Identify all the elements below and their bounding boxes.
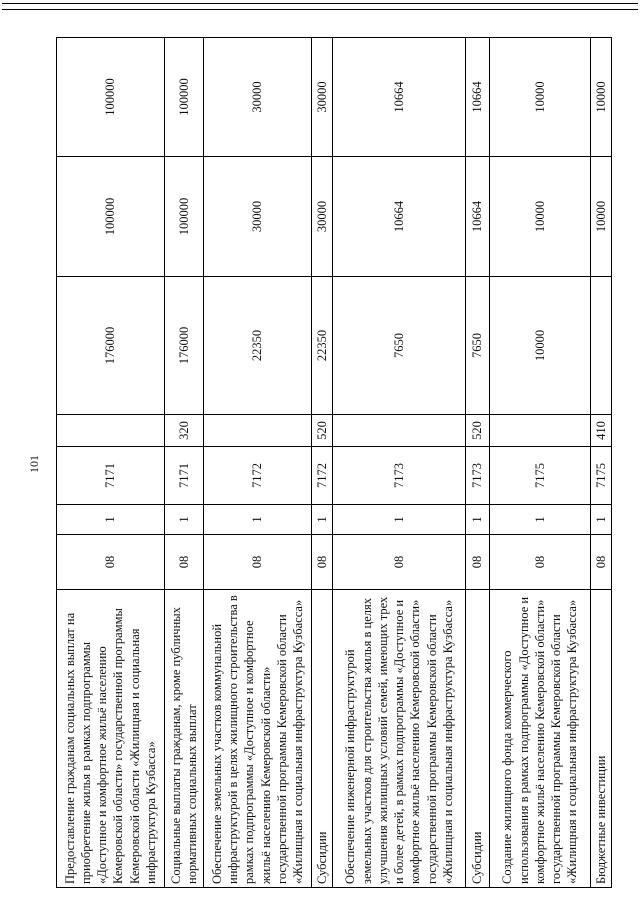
amount-cell: 30000	[204, 157, 312, 277]
amount-cell: 176000	[57, 277, 165, 415]
amount-cell: 10000	[591, 38, 612, 157]
rotated-table-wrapper	[56, 38, 612, 888]
amount-cell: 100000	[57, 157, 165, 277]
amount-cell: 7650	[466, 277, 490, 415]
row-name-cell: Обеспечение инженерной инфраструктурой земельных участков для строительства жилья в целях улучшения жилищных условий семей, имеющих трех и более детей, в рамках подпрограммы «Доступное и комфортное жильё населению Кемеровской области» государственной программы Кемеровской области «Жилищная и социальная инфраструктура Кузбасса»	[333, 590, 466, 888]
budget-table	[56, 37, 612, 888]
table-row	[164, 38, 204, 888]
amount-cell	[591, 277, 612, 415]
subsection-code-cell: 1	[164, 505, 204, 535]
expense-type-cell	[489, 415, 591, 447]
table-row	[204, 38, 312, 888]
table-body	[57, 38, 612, 888]
table-row	[591, 38, 612, 888]
row-name-cell: Создание жилищного фонда коммерческого использования в рамках подпрограммы «Доступное и комфортное жильё населению Кемеровской области» государственной программы Кемеровской области «Жилищная и социальная инфраструктура Кузбасса»	[489, 590, 591, 888]
expense-type-cell: 410	[591, 415, 612, 447]
amount-cell: 30000	[204, 38, 312, 157]
top-rule	[2, 3, 638, 10]
amount-cell: 10000	[489, 38, 591, 157]
amount-cell: 10664	[466, 38, 490, 157]
subsection-code-cell: 1	[466, 505, 490, 535]
subsection-code-cell: 1	[591, 505, 612, 535]
table-row	[466, 38, 490, 888]
section-code-cell: 08	[311, 535, 332, 590]
subsection-code-cell: 1	[57, 505, 165, 535]
amount-cell: 10664	[466, 157, 490, 277]
subsection-code-cell: 1	[204, 505, 312, 535]
amount-cell: 30000	[311, 38, 332, 157]
article-code-cell: 7172	[311, 447, 332, 505]
table-row	[311, 38, 332, 888]
subsection-code-cell: 1	[333, 505, 466, 535]
table-row	[489, 38, 591, 888]
row-name-cell: Субсидии	[311, 590, 332, 888]
expense-type-cell	[333, 415, 466, 447]
amount-cell: 100000	[164, 38, 204, 157]
row-name-cell: Бюджетные инвестиции	[591, 590, 612, 888]
row-name-cell: Социальные выплаты гражданам, кроме публичных нормативных социальных выплат	[164, 590, 204, 888]
amount-cell: 7650	[333, 277, 466, 415]
amount-cell: 30000	[311, 157, 332, 277]
amount-cell: 10664	[333, 38, 466, 157]
expense-type-cell: 520	[466, 415, 490, 447]
section-code-cell: 08	[164, 535, 204, 590]
table-row	[57, 38, 165, 888]
page-number: 101	[27, 455, 41, 473]
subsection-code-cell: 1	[489, 505, 591, 535]
article-code-cell: 7173	[466, 447, 490, 505]
expense-type-cell: 520	[311, 415, 332, 447]
table-row	[333, 38, 466, 888]
section-code-cell: 08	[466, 535, 490, 590]
article-code-cell: 7172	[204, 447, 312, 505]
article-code-cell: 7171	[164, 447, 204, 505]
section-code-cell: 08	[57, 535, 165, 590]
amount-cell: 10000	[591, 157, 612, 277]
amount-cell: 10664	[333, 157, 466, 277]
section-code-cell: 08	[489, 535, 591, 590]
amount-cell: 22350	[311, 277, 332, 415]
amount-cell: 10000	[489, 157, 591, 277]
amount-cell: 100000	[164, 157, 204, 277]
row-name-cell: Обеспечение земельных участков коммунальной инфраструктурой в целях жилищного строительства в рамках подпрограммы «Доступное и комфортное жильё населению Кемеровской области» государственной программы Кемеровской области «Жилищная и социальная инфраструктура Кузбасса»	[204, 590, 312, 888]
amount-cell: 10000	[489, 277, 591, 415]
rotated-page	[56, 38, 612, 888]
article-code-cell: 7175	[591, 447, 612, 505]
row-name-cell: Предоставление гражданам социальных выплат на приобретение жилья в рамках подпрограммы «Доступное и комфортное жильё населению Кемеровской области» государственной программы Кемеровской области «Жилищная и социальная инфраструктура Кузбасса»	[57, 590, 165, 888]
article-code-cell: 7173	[333, 447, 466, 505]
section-code-cell: 08	[591, 535, 612, 590]
expense-type-cell: 320	[164, 415, 204, 447]
section-code-cell: 08	[333, 535, 466, 590]
amount-cell: 176000	[164, 277, 204, 415]
article-code-cell: 7171	[57, 447, 165, 505]
amount-cell: 22350	[204, 277, 312, 415]
row-name-cell: Субсидии	[466, 590, 490, 888]
amount-cell: 100000	[57, 38, 165, 157]
expense-type-cell	[204, 415, 312, 447]
expense-type-cell	[57, 415, 165, 447]
subsection-code-cell: 1	[311, 505, 332, 535]
article-code-cell: 7175	[489, 447, 591, 505]
section-code-cell: 08	[204, 535, 312, 590]
